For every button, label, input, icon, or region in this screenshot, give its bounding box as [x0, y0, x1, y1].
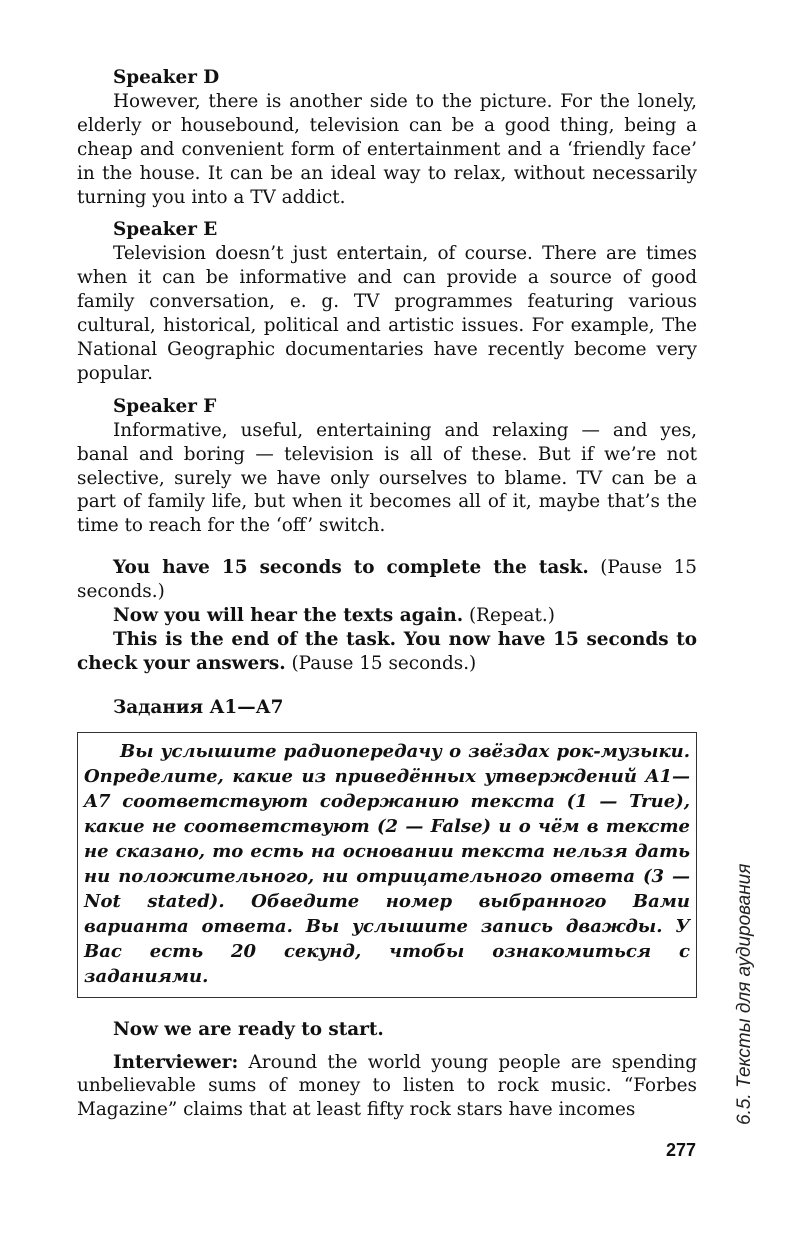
- box-text-4: ) и о чём в тексте не сказано, то есть на основании текста нельзя дать ни положительного, ни отрицательного ответа (: [84, 815, 690, 887]
- box-a-range: A1—A7: [84, 765, 690, 812]
- box-text-1: Вы услышите радиопередачу о звёздах рок-музыки. Определите, какие из приведённых утверждений: [84, 740, 690, 787]
- instruction-line-1-rest: (Pause 15 seconds.): [77, 557, 697, 603]
- page-content: [77, 66, 697, 1122]
- interviewer-paragraph: [77, 1051, 697, 1123]
- speaker-f-text: Informative, useful, entertaining and relaxing — and yes, banal and boring — television is all of these. But if we’re not selective, surely we have only ourselves to blame. TV can be a part of family life, but when it becomes all of it, maybe that’s the time to reach for the ‘off’ switch.: [77, 419, 697, 537]
- instruction-line-3-bold: This is the end of the task. You now have 15 seconds to check your answers.: [77, 628, 697, 674]
- ready-line: Now we are ready to start.: [113, 1018, 384, 1040]
- box-text-3: ), какие не соответствуют (: [84, 790, 690, 837]
- instruction-line-2: [77, 604, 697, 628]
- box-false: 2 — False: [385, 815, 483, 837]
- box-text-5: ). Обведите номер выбранного Вами варианта ответа. Вы услышите запись дважды. У Вас есть 20 секунд, чтобы ознакомиться с заданиями.: [84, 890, 690, 987]
- page-number: 277: [665, 1140, 696, 1160]
- task-title: Задания А1—А7: [113, 696, 284, 718]
- instruction-line-3-rest: (Pause 15 seconds.): [285, 652, 477, 674]
- side-section-label: 6.5. Тексты для аудирования: [734, 863, 755, 1125]
- box-text-2: соответствуют содержанию текста (: [110, 790, 576, 812]
- instruction-line-1: [77, 556, 697, 604]
- speaker-d-label: Speaker D: [113, 67, 220, 88]
- speaker-e-text: Television doesn’t just entertain, of course. There are times when it can be informative and can provide a source of good family conversation, e. g. TV programmes featuring various cultural, historical, political and artistic issues. For example, The National Geographic documentaries have recently become very popular.: [77, 243, 697, 384]
- instruction-line-2-rest: (Repeat.): [463, 605, 555, 627]
- speaker-d-text: However, there is another side to the picture. For the lonely, elderly or housebound, television can be a good thing, being a cheap and convenient form of entertainment and a ‘friendly face’ in the house. It can be an ideal way to relax, without necessarily turning you into a TV addict.: [77, 90, 697, 208]
- interviewer-label: Interviewer:: [113, 1051, 239, 1073]
- box-not-stated: 3 — Not stated: [84, 865, 690, 912]
- instruction-line-1-bold: You have 15 seconds to complete the task.: [113, 557, 589, 579]
- box-true: 1 — True: [575, 790, 676, 812]
- speaker-f-label: Speaker F: [113, 395, 217, 417]
- instruction-line-2-bold: Now you will hear the texts again.: [113, 605, 464, 627]
- interviewer-text: Around the world young people are spending unbelievable sums of money to listen to rock music. “Forbes Magazine” claims that at least fifty rock stars have incomes: [77, 1051, 697, 1121]
- speaker-e-label: Speaker E: [113, 219, 218, 241]
- instruction-line-3: [77, 628, 697, 676]
- task-instructions-box: [77, 732, 697, 998]
